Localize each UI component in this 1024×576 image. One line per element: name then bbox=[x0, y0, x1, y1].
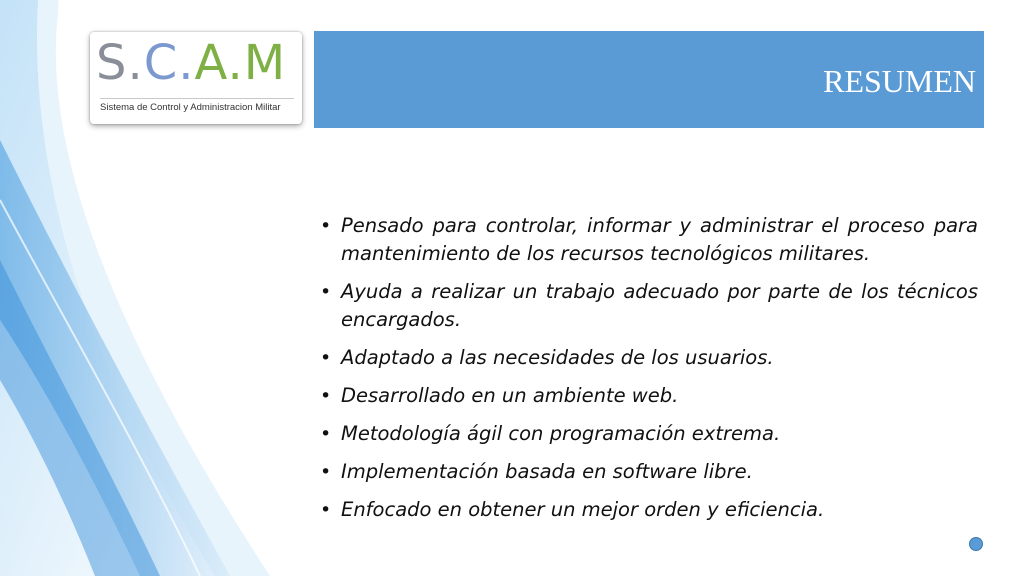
bullet-glyph: • bbox=[320, 385, 332, 407]
bullet-text: Desarrollado en un ambiente web. bbox=[341, 384, 679, 407]
bullet-glyph: • bbox=[320, 215, 332, 237]
bullet-glyph: • bbox=[320, 423, 332, 445]
scam-logo bbox=[90, 32, 302, 124]
bullet-glyph: • bbox=[320, 499, 332, 521]
bullet-item bbox=[318, 496, 978, 524]
bullet-text: Enfocado en obtener un mejor orden y eficiencia. bbox=[341, 498, 825, 521]
slide-title: RESUMEN bbox=[823, 63, 976, 99]
bullet-glyph: • bbox=[320, 281, 332, 303]
bullet-glyph: • bbox=[320, 461, 332, 483]
bullet-item bbox=[318, 458, 978, 486]
bullet-text: Metodología ágil con programación extrema. bbox=[341, 422, 781, 445]
logo-wordmark-part2: C. bbox=[143, 35, 195, 91]
logo-wordmark-part3: A.M bbox=[194, 35, 287, 91]
bullet-item bbox=[318, 344, 978, 372]
logo-wordmark-part1: S. bbox=[96, 35, 144, 91]
bullet-glyph: • bbox=[320, 347, 332, 369]
slide-nav-dot-button[interactable] bbox=[969, 537, 983, 551]
bullet-item bbox=[318, 420, 978, 448]
bullet-item bbox=[318, 382, 978, 410]
bullet-text: Ayuda a realizar un trabajo adecuado por parte de los técnicos encargados. bbox=[341, 280, 978, 331]
logo-wordmark bbox=[96, 34, 286, 92]
bullet-item bbox=[318, 278, 978, 334]
title-banner bbox=[314, 31, 984, 128]
bullet-list bbox=[318, 212, 978, 534]
logo-subtitle: Sistema de Control y Administracion Militar bbox=[100, 98, 294, 122]
bullet-text: Implementación basada en software libre. bbox=[341, 460, 753, 483]
bullet-item bbox=[318, 212, 978, 268]
bullet-text: Pensado para controlar, informar y administrar el proceso para mantenimiento de los recursos tecnológicos militares. bbox=[341, 214, 978, 265]
bullet-text: Adaptado a las necesidades de los usuarios. bbox=[341, 346, 774, 369]
